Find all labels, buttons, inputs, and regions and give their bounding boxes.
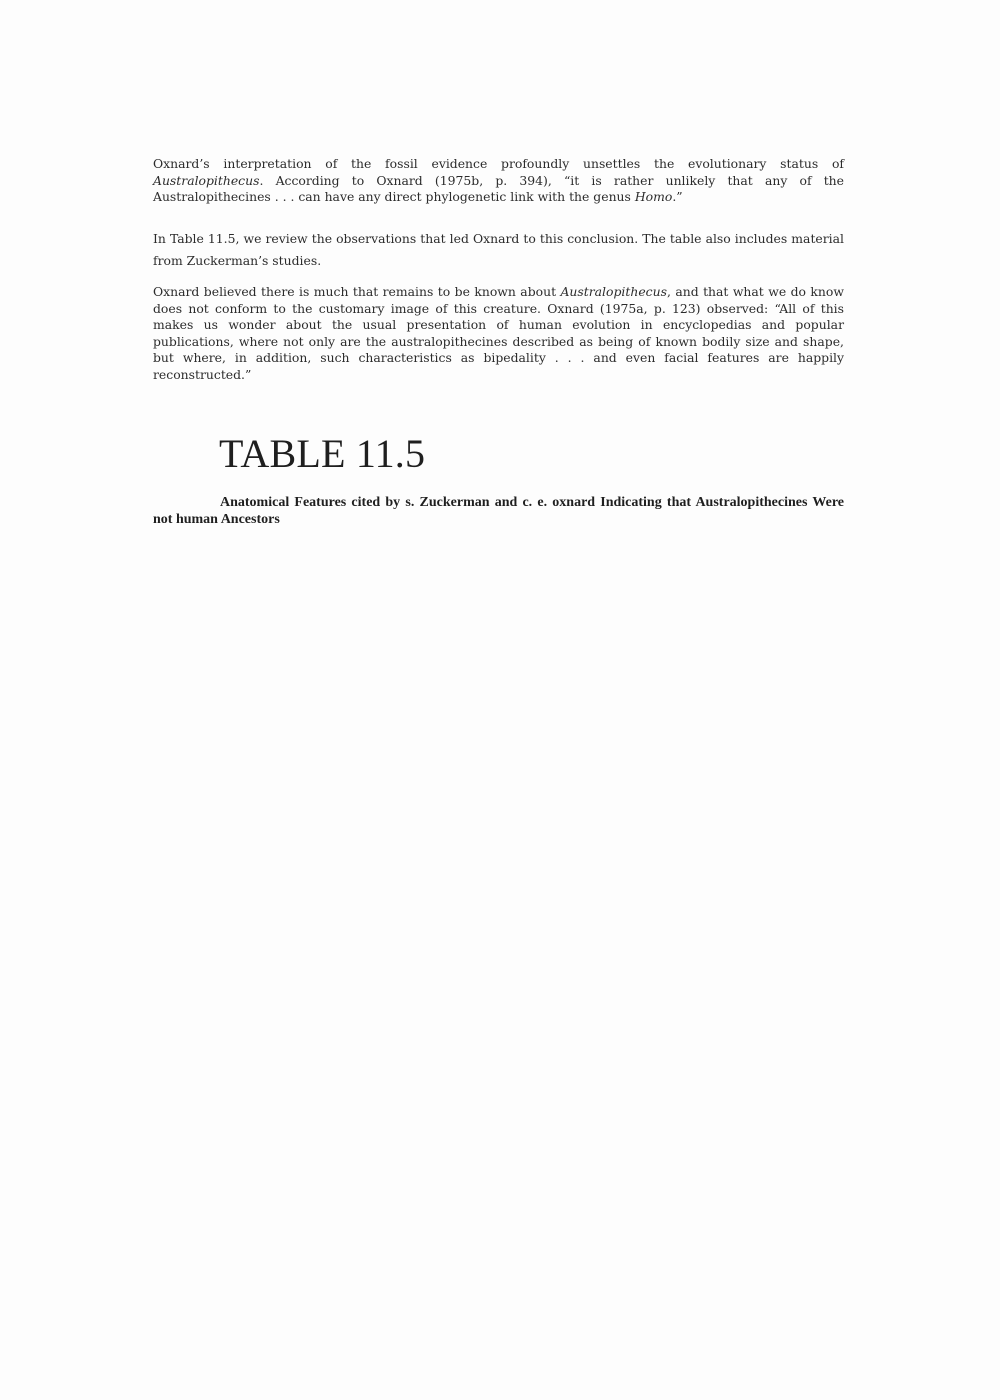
table-caption: Anatomical Features cited by s. Zuckerman and c. e. oxnard Indicating that Australopithecines Were not human Ancestors (153, 495, 844, 527)
paragraph-text: , and that what we do know does not conform to the customary image of this creature. Oxnard (1975a, p. 123) observed: “All of this makes us wonder about the usual presentation of human evolution in encyclopedias and popular publications, where not only are the australopithecines described as being of known bodily size and shape, but where, in addition, such characteristics as bipedality . . . and even facial features are happily reconstructed.” (153, 284, 844, 382)
paragraph-oxnard-interpretation (153, 156, 844, 206)
italic-genus-name: Australopithecus (560, 284, 667, 299)
italic-genus-name: Australopithecus (153, 172, 260, 188)
paragraph-text: Oxnard believed there is much that remains to be known about (153, 284, 561, 299)
paragraph-oxnard-belief (153, 284, 844, 383)
table-title: TABLE 11.5 (219, 431, 426, 476)
paragraph-text: In Table 11.5, we review the observations that led Oxnard to this conclusion. The table also includes material from Zuckerman’s studies. (153, 231, 844, 268)
paragraph-text: . According to Oxnard (1975b, p. 394), “it is rather unlikely that any of the Australopithecines . . . can have any direct phylogenetic link with the genus (153, 172, 844, 204)
italic-genus-name: Homo (634, 189, 673, 204)
paragraph-text: Oxnard’s interpretation of the fossil evidence profoundly unsettles the evolutionary status of (153, 156, 844, 171)
paragraph-text: .” (672, 189, 683, 204)
paragraph-table-review (153, 228, 844, 272)
